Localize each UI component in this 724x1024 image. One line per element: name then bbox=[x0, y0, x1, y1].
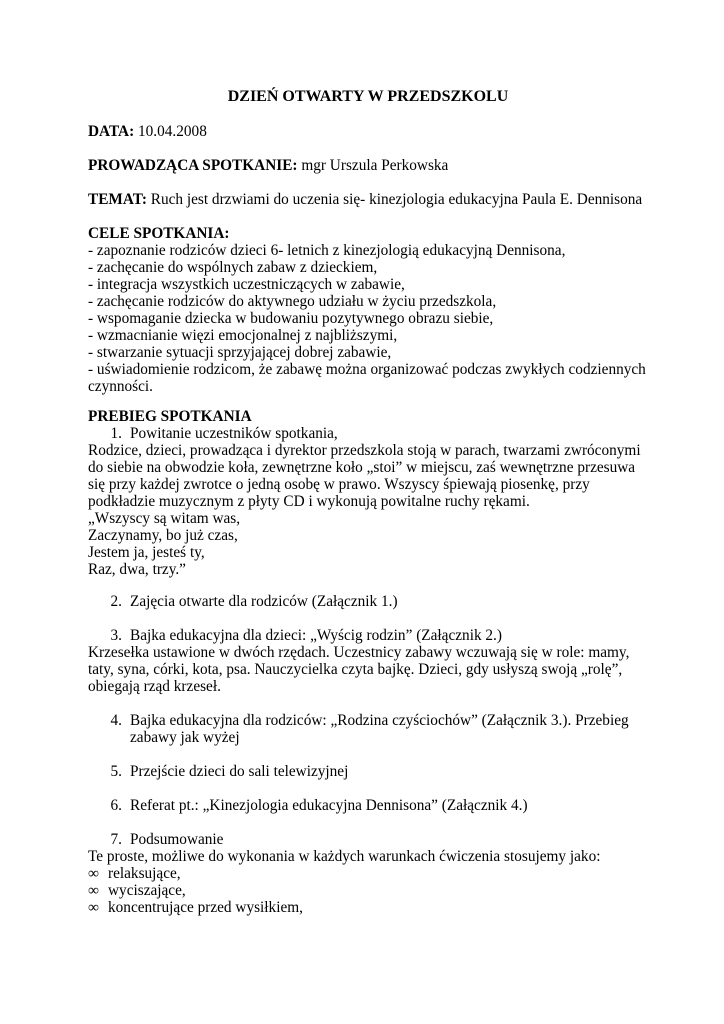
host-label: PROWADZĄCA SPOTKANIE: bbox=[88, 157, 298, 174]
goals-heading: CELE SPOTKANIA: bbox=[88, 225, 230, 242]
list-item-text: wyciszające, bbox=[108, 882, 186, 899]
host-value: mgr Urszula Perkowska bbox=[301, 157, 449, 174]
step-3 bbox=[88, 627, 648, 644]
step-3-block bbox=[88, 627, 648, 695]
song-line: Zaczynamy, bo już czas, bbox=[88, 527, 238, 544]
step-label: Przejście dzieci do sali telewizyjnej bbox=[130, 763, 349, 780]
goal-item: - zachęcanie do wspólnych zabaw z dzieckiem, bbox=[88, 259, 378, 276]
step-7-block bbox=[88, 831, 648, 916]
topic-label: TEMAT: bbox=[88, 191, 147, 208]
goal-item: - zachęcanie rodziców do aktywnego udziału w życiu przedszkola, bbox=[88, 293, 497, 310]
goal-item: - stwarzanie sytuacji sprzyjającej dobrej zabawie, bbox=[88, 344, 392, 361]
course-heading: PREBIEG SPOTKANIA bbox=[88, 408, 252, 425]
step-label: Powitanie uczestników spotkania, bbox=[130, 425, 338, 442]
step-6 bbox=[88, 797, 648, 814]
goal-item: - wspomaganie dziecka w budowaniu pozytywnego obrazu siebie, bbox=[88, 310, 494, 327]
step-label: Bajka edukacyjna dla dzieci: „Wyścig rodzin” (Załącznik 2.) bbox=[130, 627, 502, 644]
step-5 bbox=[88, 763, 648, 780]
goals-section bbox=[88, 225, 648, 395]
topic-line bbox=[88, 191, 648, 208]
host-line bbox=[88, 157, 648, 174]
goal-item: - zapoznanie rodziców dzieci 6- letnich z kinezjologią edukacyjną Dennisona, bbox=[88, 242, 566, 259]
list-item bbox=[88, 899, 648, 916]
topic-value: Ruch jest drzwiami do uczenia się- kinezjologia edukacyjna Paula E. Dennisona bbox=[150, 191, 643, 208]
step-3-description: Krzesełka ustawione w dwóch rzędach. Uczestnicy zabawy wczuwają się w role: mamy, taty, syna, córki, kota, psa. Nauczycielka czyta bajkę. Dzieci, gdy usłyszą swoją „rolę”, obiegają rząd krzeseł. bbox=[88, 644, 630, 695]
date-value: 10.04.2008 bbox=[138, 123, 207, 140]
step-label: Podsumowanie bbox=[130, 831, 224, 848]
goal-item: - wzmacnianie więzi emocjonalnej z najbliższymi, bbox=[88, 327, 398, 344]
date-line bbox=[88, 123, 648, 140]
step-label: Bajka edukacyjna dla rodziców: „Rodzina czyściochów” (Załącznik 3.). Przebieg zabawy jak wyżej bbox=[130, 712, 629, 746]
step-2 bbox=[88, 593, 648, 610]
step-7 bbox=[88, 831, 648, 848]
step-number: 5. bbox=[110, 763, 122, 780]
song-line: Raz, dwa, trzy.” bbox=[88, 561, 186, 578]
list-item bbox=[88, 865, 648, 882]
step-label: Zajęcia otwarte dla rodziców (Załącznik 1.) bbox=[130, 593, 398, 610]
step-number: 3. bbox=[110, 627, 122, 644]
infinity-bullet-icon: ∞ bbox=[88, 899, 99, 916]
song-line: Jestem ja, jesteś ty, bbox=[88, 544, 205, 561]
goal-item: - integracja wszystkich uczestniczących w zabawie, bbox=[88, 276, 405, 293]
step-7-description: Te proste, możliwe do wykonania w każdych warunkach ćwiczenia stosujemy jako: bbox=[88, 848, 601, 865]
step-4 bbox=[88, 712, 648, 746]
date-label: DATA: bbox=[88, 123, 135, 140]
step-number: 2. bbox=[110, 593, 122, 610]
step-number: 7. bbox=[110, 831, 122, 848]
list-item-text: koncentrujące przed wysiłkiem, bbox=[108, 899, 303, 916]
goal-item: - uświadomienie rodzicom, że zabawę można organizować podczas zwykłych codziennych czynności. bbox=[88, 361, 646, 395]
document-title: DZIEŃ OTWARTY W PRZEDSZKOLU bbox=[227, 88, 509, 105]
step-label: Referat pt.: „Kinezjologia edukacyjna Dennisona” (Załącznik 4.) bbox=[130, 797, 528, 814]
list-item bbox=[88, 882, 648, 899]
list-item-text: relaksujące, bbox=[108, 865, 181, 882]
infinity-bullet-icon: ∞ bbox=[88, 865, 99, 882]
step-number: 6. bbox=[110, 797, 122, 814]
song-line: „Wszyscy są witam was, bbox=[88, 510, 241, 527]
step-1 bbox=[88, 425, 648, 442]
step-number: 1. bbox=[110, 425, 122, 442]
infinity-bullet-icon: ∞ bbox=[88, 882, 99, 899]
course-section bbox=[88, 408, 648, 578]
step-number: 4. bbox=[110, 712, 122, 729]
step-1-description: Rodzice, dzieci, prowadząca i dyrektor przedszkola stoją w parach, twarzami zwróconymi do siebie na obwodzie koła, zewnętrzne koło „stoi” w miejscu, zaś wewnętrzne przesuwa się przy każdej zwrotce o jedną osobę w prawo. Wszyscy śpiewają piosenkę, przy podkładzie muzycznym z płyty CD i wykonują powitalne ruchy rękami. bbox=[88, 442, 641, 510]
